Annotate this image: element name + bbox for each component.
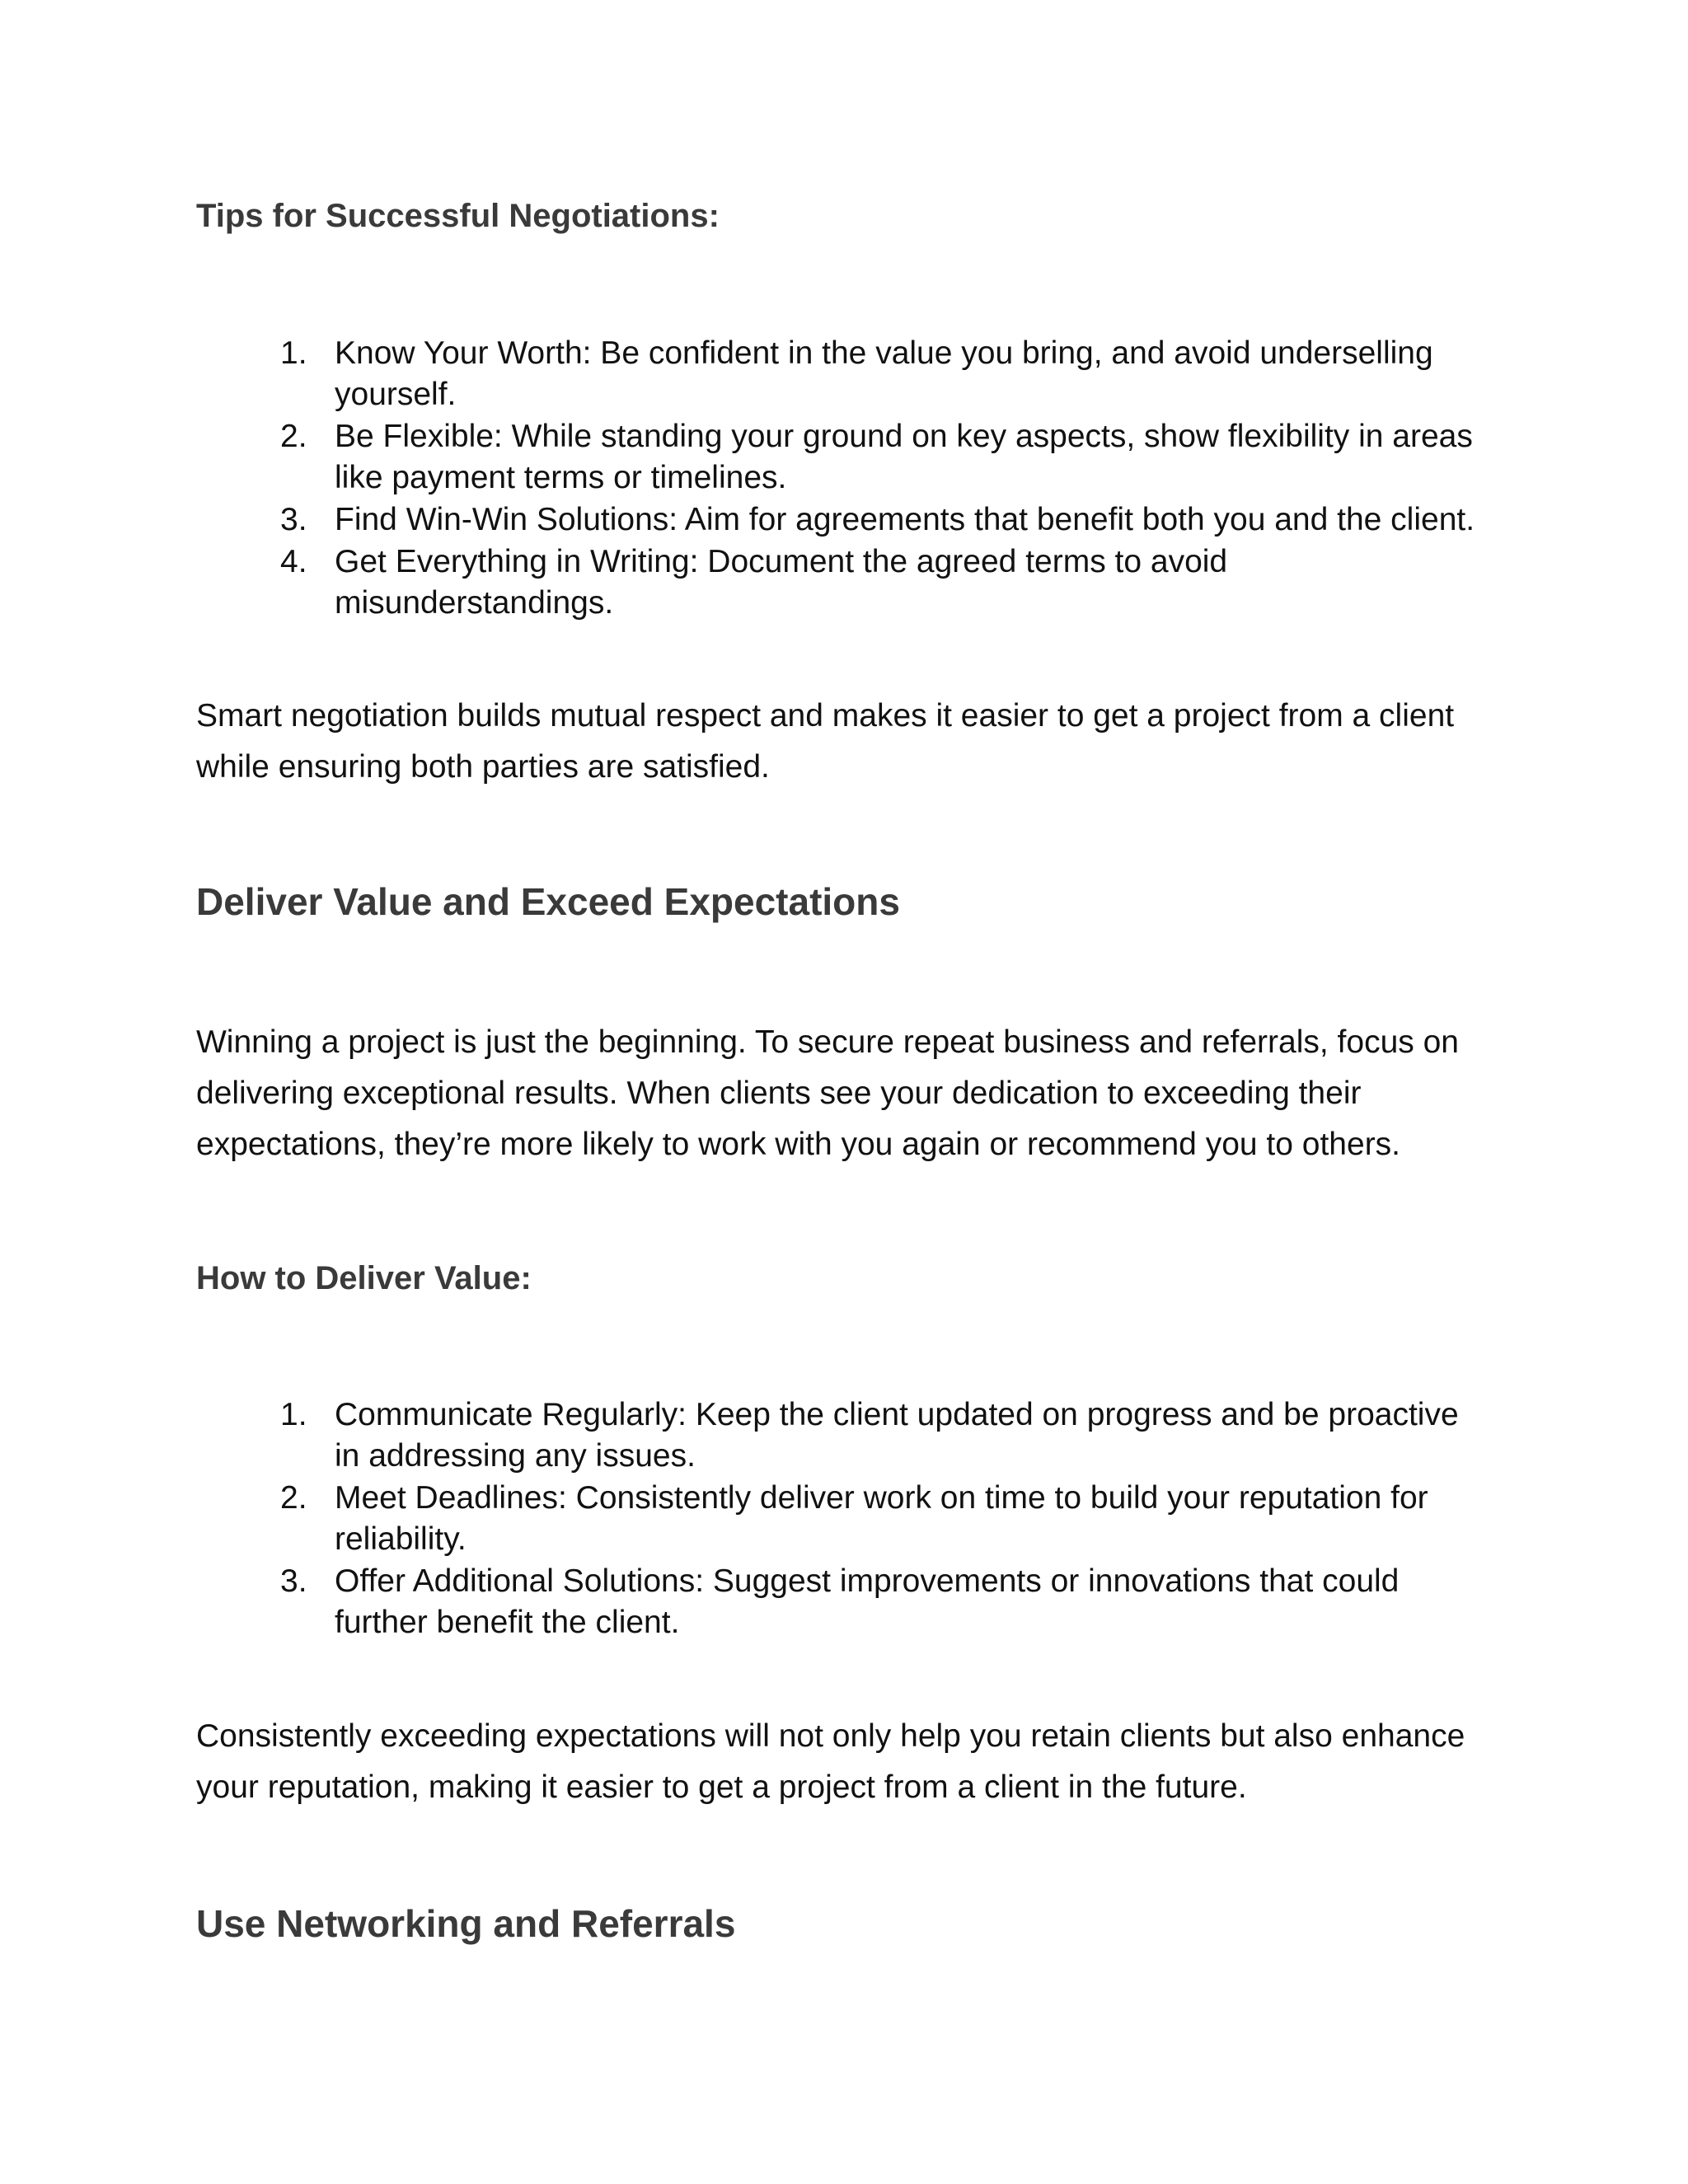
list-item	[280, 416, 1484, 499]
deliver-value-intro-paragraph: Winning a project is just the beginning. To secure repeat business and referrals, focus on delivering exceptional results. When clients see your dedication to exceeding their expectations, they’re more likely to work with you again or recommend you to others.	[196, 1024, 1459, 1162]
list-item-number: 3.	[280, 502, 307, 537]
list-item-text: Know Your Worth: Be confident in the value you bring, and avoid underselling yourself.	[335, 335, 1433, 412]
list-item-text: Get Everything in Writing: Document the agreed terms to avoid misunderstandings.	[335, 544, 1228, 621]
list-item-number: 1.	[280, 335, 307, 371]
list-item-text: Communicate Regularly: Keep the client updated on progress and be proactive in addressing any issues.	[335, 1397, 1459, 1474]
list-item-number: 3.	[280, 1563, 307, 1599]
list-item	[280, 333, 1484, 415]
deliver-value-summary-paragraph: Consistently exceeding expectations will not only help you retain clients but also enhance your reputation, making it easier to get a project from a client in the future.	[196, 1718, 1465, 1805]
deliver-value-list	[280, 1394, 1484, 1644]
list-item-number: 4.	[280, 544, 307, 579]
negotiation-summary-paragraph: Smart negotiation builds mutual respect and makes it easier to get a project from a client while ensuring both parties are satisfied.	[196, 698, 1455, 785]
list-item-text: Meet Deadlines: Consistently deliver work on time to build your reputation for reliability.	[335, 1480, 1428, 1557]
negotiation-tips-list	[280, 333, 1484, 625]
list-item-text: Offer Additional Solutions: Suggest improvements or innovations that could further benefit the client.	[335, 1563, 1400, 1640]
list-item-text: Find Win-Win Solutions: Aim for agreements that benefit both you and the client.	[335, 502, 1475, 537]
list-item-number: 2.	[280, 1480, 307, 1516]
list-item-number: 1.	[280, 1397, 307, 1432]
list-item	[280, 499, 1484, 541]
list-item-number: 2.	[280, 419, 307, 454]
list-item-text: Be Flexible: While standing your ground on key aspects, show flexibility in areas like payment terms or timelines.	[335, 419, 1473, 495]
list-item	[280, 541, 1484, 624]
list-item	[280, 1394, 1484, 1477]
how-to-deliver-value-heading: How to Deliver Value:	[196, 1260, 532, 1296]
negotiation-tips-heading: Tips for Successful Negotiations:	[196, 198, 720, 234]
list-item	[280, 1478, 1484, 1560]
list-item	[280, 1561, 1484, 1643]
deliver-value-heading: Deliver Value and Exceed Expectations	[196, 880, 900, 923]
networking-referrals-heading: Use Networking and Referrals	[196, 1902, 736, 1945]
